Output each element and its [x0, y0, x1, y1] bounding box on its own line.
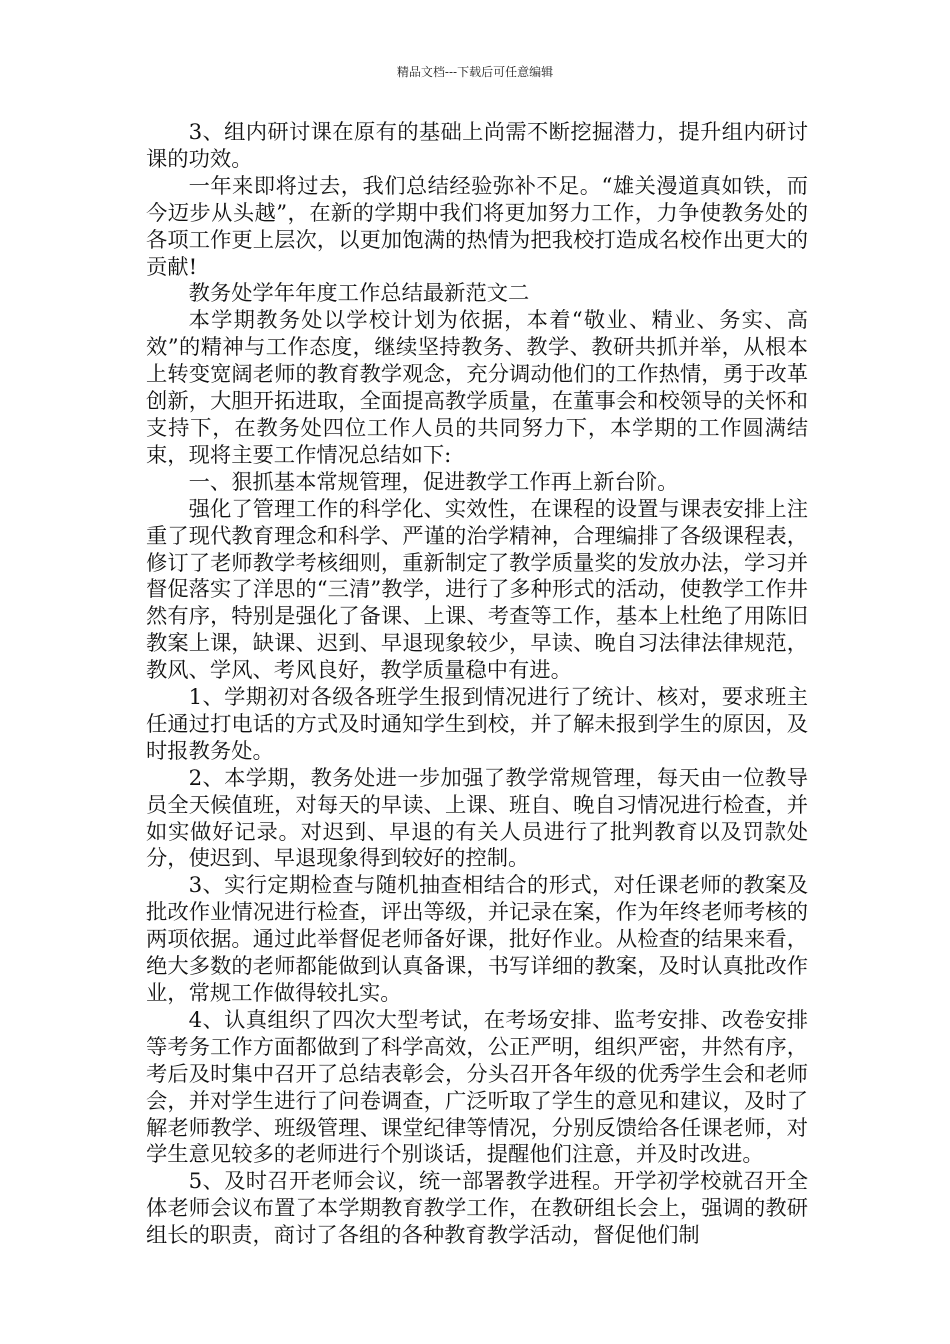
- paragraph: 本学期教务处以学校计划为依据，本着“敬业、精业、务实、高效”的精神与工作态度，继续坚持教务、教学、教研共抓并举，从根本上转变宽阔老师的教育教学观念，充分调动他们的工作热情，勇于改革创新，大胆开拓进取，全面提高教学质量，在董事会和校领导的关怀和支持下，在教务处四位工作人员的共同努力下，本学期的工作圆满结束，现将主要工作情况总结如下:: [146, 308, 808, 468]
- list-item: 2、本学期，教务处进一步加强了教学常规管理，每天由一位教导员全天候值班，对每天的早读、上课、班自、晚自习情况进行检查，并如实做好记录。对迟到、早退的有关人员进行了批判教育以及罚款处分，使迟到、早退现象得到较好的控制。: [146, 765, 808, 872]
- paragraph: 3、组内研讨课在原有的基础上尚需不断挖掘潜力，提升组内研讨课的功效。: [146, 120, 808, 172]
- list-item: 1、学期初对各级各班学生报到情况进行了统计、核对，要求班主任通过打电话的方式及时通知学生到校，并了解未报到学生的原因，及时报教务处。: [146, 685, 808, 764]
- document-body: [146, 120, 808, 1250]
- section-heading: 一、狠抓基本常规管理，促进教学工作再上新台阶。: [188, 469, 679, 495]
- section-title: 教务处学年年度工作总结最新范文二: [188, 281, 530, 307]
- list-item: 5、及时召开老师会议，统一部署教学进程。开学初学校就召开全体老师会议布置了本学期教育教学工作，在教研组长会上，强调的教研组长的职责，商讨了各组的各种教育教学活动，督促他们制: [146, 1169, 808, 1249]
- list-item: 4、认真组织了四次大型考试，在考场安排、监考安排、改卷安排等考务工作方面都做到了科学高效，公正严明，组织严密，井然有序，考后及时集中召开了总结表彰会，分头召开各年级的优秀学生会和老师会，并对学生进行了问卷调查，广泛听取了学生的意见和建议，及时了解老师教学、班级管理、课堂纪律等情况，分别反馈给各任课老师，对学生意见较多的老师进行个别谈话，提醒他们注意，并及时改进。: [146, 1007, 808, 1168]
- page-header: 精品文档---下载后可任意编辑: [396, 65, 554, 79]
- paragraph: 一年来即将过去，我们总结经验弥补不足。“雄关漫道真如铁，而今迈步从头越”，在新的学期中我们将更加努力工作，力争使教务处的各项工作更上层次，以更加饱满的热情为把我校打造成名校作出更大的贡献!: [146, 173, 808, 280]
- list-item: 3、实行定期检查与随机抽查相结合的形式，对任课老师的教案及批改作业情况进行检查，评出等级，并记录在案，作为年终老师考核的两项依据。通过此举督促老师备好课，批好作业。从检查的结果来看，绝大多数的老师都能做到认真备课，书写详细的教案，及时认真批改作业，常规工作做得较扎实。: [146, 873, 808, 1006]
- paragraph: 强化了管理工作的科学化、实效性，在课程的设置与课表安排上注重了现代教育理念和科学、严谨的治学精神，合理编排了各级课程表，修订了老师教学考核细则，重新制定了教学质量奖的发放办法，学习并督促落实了洋思的“三清”教学，进行了多种形式的活动，使教学工作井然有序，特别是强化了备课、上课、考查等工作，基本上杜绝了用陈旧教案上课，缺课、迟到、早退现象较少，早读、晚自习法律法律规范，教风、学风、考风良好，教学质量稳中有进。: [146, 496, 808, 684]
